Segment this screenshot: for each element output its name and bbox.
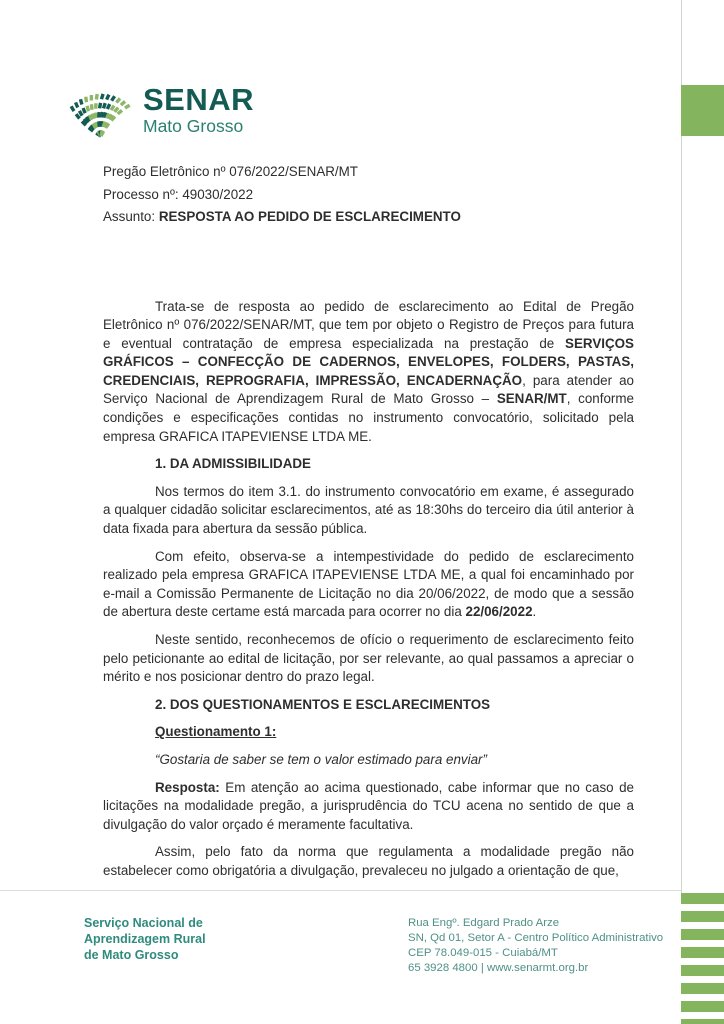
logo-subtitle: Mato Grosso <box>143 116 244 136</box>
paragraph: Com efeito, observa-se a intempestividade do pedido de esclarecimento realizado pela empresa GRAFICA ITAPEVIENSE LTDA ME, a qual foi encaminhado por e-mail a Comissão Permanente de Licitação no dia 20/06/2022, de modo que a sessão de abertura deste certame está marcada para ocorrer no dia 22/06/2022. <box>103 548 634 620</box>
document-content <box>103 161 634 890</box>
section-heading: 1. DA ADMISSIBILIDADE <box>155 456 311 472</box>
footer-divider <box>0 890 681 891</box>
footer-org-line: Serviço Nacional de <box>84 916 203 930</box>
section-heading: Questionamento 1: <box>155 724 277 740</box>
footer-address-line: CEP 78.049-015 - Cuiabá/MT <box>408 947 558 959</box>
document-header <box>103 161 634 229</box>
footer-address-line: Rua Engº. Edgard Prado Arze <box>408 917 560 929</box>
logo-title: SENAR <box>143 82 255 117</box>
footer-address <box>408 916 663 976</box>
senar-wheat-icon <box>64 76 136 138</box>
processo-number-line: Processo nº: 49030/2022 <box>103 186 254 202</box>
green-accent-block <box>681 85 724 136</box>
footer-org-line: Aprendizagem Rural <box>84 932 206 946</box>
quoted-question: “Gostaria de saber se tem o valor estimado para enviar” <box>155 751 487 767</box>
assunto-label: Assunto: <box>103 209 159 224</box>
paragraph: Assim, pelo fato da norma que regulamenta a modalidade pregão não estabelecer como obrigatória a divulgação, prevaleceu no julgado a orientação de que, <box>103 844 634 878</box>
footer-address-line: 65 3928 4800 | www.senarmt.org.br <box>408 962 589 974</box>
document-body <box>103 298 634 881</box>
page-edge-rule <box>681 0 682 1024</box>
footer-org-line: de Mato Grosso <box>84 948 179 962</box>
paragraph: Neste sentido, reconhecemos de ofício o requerimento de esclarecimento feito pelo peticionante ao edital de licitação, por ser relevante, ao qual passamos a apreciar o mérito e nos posicionar dentro do prazo legal. <box>103 632 634 685</box>
paragraph: Trata-se de resposta ao pedido de esclarecimento ao Edital de Pregão Eletrônico nº 076/2022/SENAR/MT, que tem por objeto o Registro de Preços para futura e eventual contratação de empresa especializada na prestação de SERVIÇOS GRÁFICOS – CONFECÇÃO DE CADERNOS, ENVELOPES, FOLDERS, PASTAS, CREDENCIAIS, REPROGRAFIA, IMPRESSÃO, ENCADERNAÇÃO, para atender ao Serviço Nacional de Aprendizagem Rural de Mato Grosso – SENAR/MT, conforme condições e especificações contidas no instrumento convocatório, solicitado pela empresa GRAFICA ITAPEVIENSE LTDA ME. <box>103 298 634 444</box>
pregao-number-line: Pregão Eletrônico nº 076/2022/SENAR/MT <box>103 164 358 179</box>
footer-organization <box>84 915 206 963</box>
senar-logo <box>64 76 254 138</box>
assunto-line <box>103 206 634 229</box>
paragraph: Resposta: Em atenção ao acima questionado, cabe informar que no caso de licitações na modalidade pregão, a jurisprudência do TCU acena no sentido de que a divulgação do valor orçado é meramente facultativa. <box>103 779 634 832</box>
footer-address-line: SN, Qd 01, Setor A - Centro Político Administrativo <box>408 932 664 944</box>
assunto-value: RESPOSTA AO PEDIDO DE ESCLARECIMENTO <box>158 209 461 224</box>
green-accent-stripes <box>681 893 724 1024</box>
section-heading: 2. DOS QUESTIONAMENTOS E ESCLARECIMENTOS <box>155 696 491 712</box>
paragraph: Nos termos do item 3.1. do instrumento convocatório em exame, é assegurado a qualquer cidadão solicitar esclarecimentos, até as 18:30hs do terceiro dia útil anterior à data fixada para abertura da sessão pública. <box>103 483 634 537</box>
